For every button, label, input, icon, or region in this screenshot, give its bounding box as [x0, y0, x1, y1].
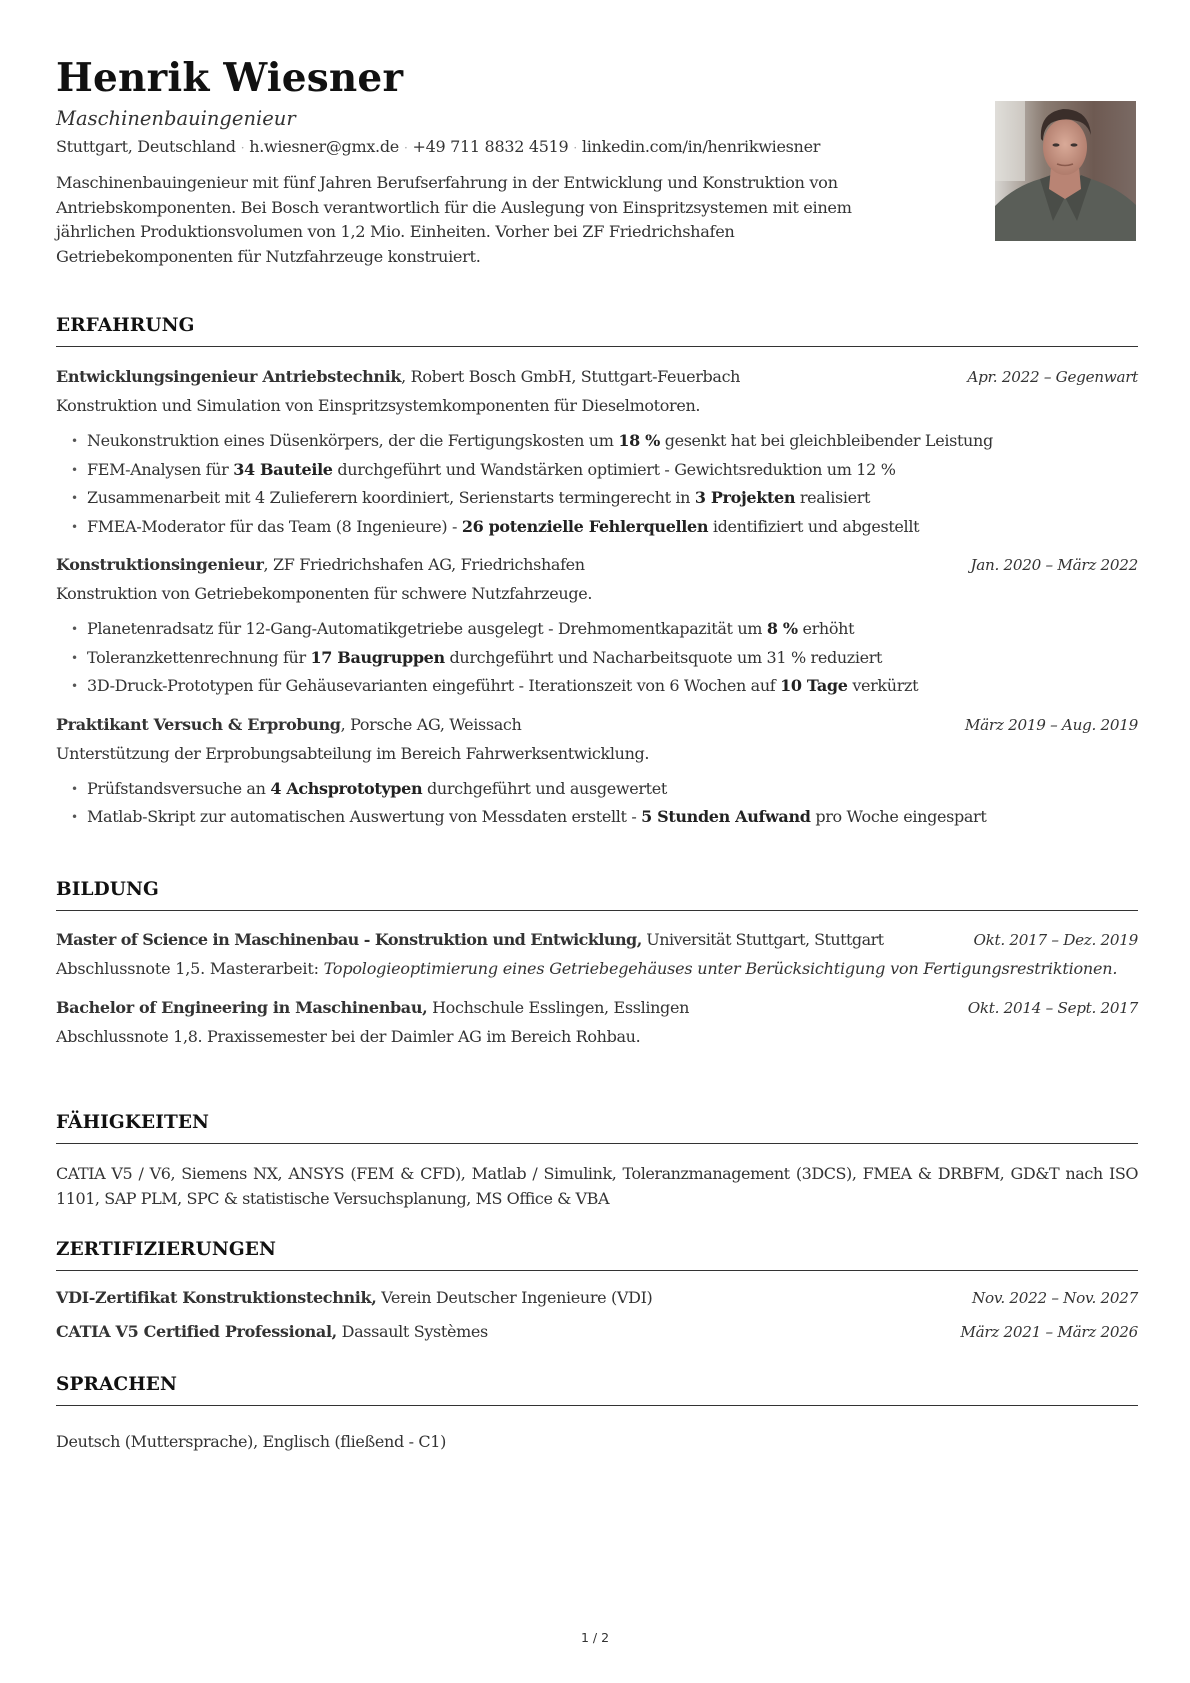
contact-email[interactable]: h.wiesner@gmx.de — [249, 137, 399, 156]
entry-header — [56, 1320, 1138, 1344]
achievement-list — [56, 775, 1138, 832]
certification-date: Nov. 2022 – Nov. 2027 — [972, 1289, 1138, 1307]
job-date: März 2019 – Aug. 2019 — [964, 715, 1138, 734]
experience-entry — [56, 365, 1138, 541]
achievement-item: • 3D-Druck-Prototypen für Gehäusevarianten eingeführt - Iterationszeit von 6 Wochen auf 10 Tage verkürzt — [56, 672, 1138, 701]
job-description: Konstruktion von Getriebekomponenten für schwere Nutzfahrzeuge. — [56, 584, 593, 603]
job-company: , Robert Bosch GmbH, Stuttgart-Feuerbach — [401, 367, 741, 386]
section-title: BILDUNG — [56, 878, 1138, 911]
contact-linkedin[interactable]: linkedin.com/in/henrikwiesner — [581, 137, 821, 156]
job-description: Unterstützung der Erprobungsabteilung im Bereich Fahrwerksentwicklung. — [56, 743, 650, 763]
education-description: Abschlussnote 1,5. Masterarbeit: Topologieoptimierung eines Getriebegehäuses unter Berücksichtigung von Fertigungsrestriktionen. — [56, 959, 1118, 978]
contact-phone[interactable]: +49 711 8832 4519 — [412, 137, 569, 156]
education-date: Okt. 2014 – Sept. 2017 — [967, 999, 1138, 1017]
job-date: Jan. 2020 – März 2022 — [970, 556, 1138, 574]
achievement-item: • Planetenradsatz für 12-Gang-Automatikgetriebe ausgelegt - Drehmomentkapazität um 8 % erhöht — [56, 615, 1138, 644]
certification-issuer: Verein Deutscher Ingenieure (VDI) — [376, 1288, 653, 1307]
achievement-item: • Toleranzkettenrechnung für 17 Baugruppen durchgeführt und Nacharbeitsquote um 31 % reduziert — [56, 644, 1138, 673]
certification-issuer: Dassault Systèmes — [336, 1322, 488, 1341]
achievement-item: • FMEA-Moderator für das Team (8 Ingenieure) - 26 potenzielle Fehlerquellen identifiziert und abgestellt — [56, 513, 1138, 542]
section-languages — [56, 1373, 1138, 1455]
education-description: Abschlussnote 1,8. Praxissemester bei der Daimler AG im Bereich Rohbau. — [56, 1027, 641, 1046]
contact-line — [56, 134, 916, 161]
languages-list: Deutsch (Muttersprache), Englisch (fließend - C1) — [56, 1432, 446, 1451]
resume-header — [56, 52, 916, 269]
entry-header — [56, 713, 1138, 737]
job-company: , ZF Friedrichshafen AG, Friedrichshafen — [263, 555, 585, 574]
achievement-item: • Prüfstandsversuche an 4 Achsprototypen durchgeführt und ausgewertet — [56, 775, 1138, 804]
section-certifications — [56, 1238, 1138, 1344]
section-title: FÄHIGKEITEN — [56, 1111, 1138, 1144]
school: Hochschule Esslingen, Esslingen — [427, 998, 690, 1017]
job-company: , Porsche AG, Weissach — [340, 714, 522, 734]
achievement-item: • Zusammenarbeit mit 4 Zulieferern koordiniert, Serienstarts termingerecht in 3 Projekten realisiert — [56, 484, 1138, 513]
degree: Master of Science in Maschinenbau - Konstruktion und Entwicklung, — [56, 930, 642, 949]
certification-entry — [56, 1320, 1138, 1344]
certification-name: CATIA V5 Certified Professional, — [56, 1322, 337, 1341]
section-experience — [56, 314, 1138, 832]
education-entry — [56, 928, 1138, 981]
achievement-list — [56, 615, 1138, 701]
achievement-item: • FEM-Analysen für 34 Bauteile durchgeführt und Wandstärken optimiert - Gewichtsreduktion um 12 % — [56, 456, 1138, 485]
candidate-name: Henrik Wiesner — [56, 55, 404, 101]
contact-separator: · — [240, 141, 245, 155]
skills-list: CATIA V5 / V6, Siemens NX, ANSYS (FEM & CFD), Matlab / Simulink, Toleranzmanagement (3DCS), FMEA & DRBFM, GD&T nach ISO 1101, SAP PLM, SPC & statistische Versuchsplanung, MS Office & VBA — [56, 1164, 1138, 1208]
entry-header — [56, 553, 1138, 577]
candidate-title: Maschinenbauingenieur — [56, 107, 296, 130]
section-title: ERFAHRUNG — [56, 314, 1138, 347]
section-education — [56, 878, 1138, 1049]
job-role: Praktikant Versuch & Erprobung — [56, 714, 341, 734]
profile-summary: Maschinenbauingenieur mit fünf Jahren Berufserfahrung in der Entwicklung und Konstruktion von Antriebskomponenten. Bei Bosch verantwortlich für die Auslegung von Einspritzsystemen mit einem jährlichen Produktionsvolumen von 1,2 Mio. Einheiten. Vorher bei ZF Friedrichshafen Getriebekomponenten für Nutzfahrzeuge konstruiert. — [56, 173, 852, 266]
contact-separator: · — [403, 141, 408, 155]
degree: Bachelor of Engineering in Maschinenbau, — [56, 998, 428, 1017]
contact-location: Stuttgart, Deutschland — [56, 137, 236, 156]
school: Universität Stuttgart, Stuttgart — [641, 930, 884, 949]
job-description: Konstruktion und Simulation von Einspritzsystemkomponenten für Dieselmotoren. — [56, 396, 701, 415]
section-title: ZERTIFIZIERUNGEN — [56, 1238, 1138, 1271]
experience-entry — [56, 713, 1138, 832]
job-role: Konstruktionsingenieur — [56, 555, 264, 574]
achievement-item: • Neukonstruktion eines Düsenkörpers, der die Fertigungskosten um 18 % gesenkt hat bei gleichbleibender Leistung — [56, 427, 1138, 456]
education-entry — [56, 996, 1138, 1049]
achievement-item: • Matlab-Skript zur automatischen Auswertung von Messdaten erstellt - 5 Stunden Aufwand pro Woche eingespart — [56, 803, 1138, 832]
profile-photo — [995, 101, 1136, 241]
experience-entry — [56, 553, 1138, 701]
entry-header — [56, 928, 1138, 952]
page-number: 1 / 2 — [580, 1630, 610, 1645]
job-date: Apr. 2022 – Gegenwart — [967, 368, 1138, 386]
thesis-title: Topologieoptimierung eines Getriebegehäuses unter Berücksichtigung von Fertigungsrestriktionen. — [323, 959, 1118, 978]
entry-header — [56, 1286, 1138, 1310]
education-date: Okt. 2017 – Dez. 2019 — [973, 931, 1138, 949]
section-title: SPRACHEN — [56, 1373, 1138, 1406]
entry-header — [56, 365, 1138, 389]
job-role: Entwicklungsingenieur Antriebstechnik — [56, 367, 402, 386]
entry-header — [56, 996, 1138, 1020]
achievement-list — [56, 427, 1138, 541]
certification-entry — [56, 1286, 1138, 1310]
certification-date: März 2021 – März 2026 — [960, 1323, 1138, 1341]
certification-name: VDI-Zertifikat Konstruktionstechnik, — [56, 1288, 377, 1307]
section-skills — [56, 1111, 1138, 1211]
contact-separator: · — [573, 141, 577, 155]
